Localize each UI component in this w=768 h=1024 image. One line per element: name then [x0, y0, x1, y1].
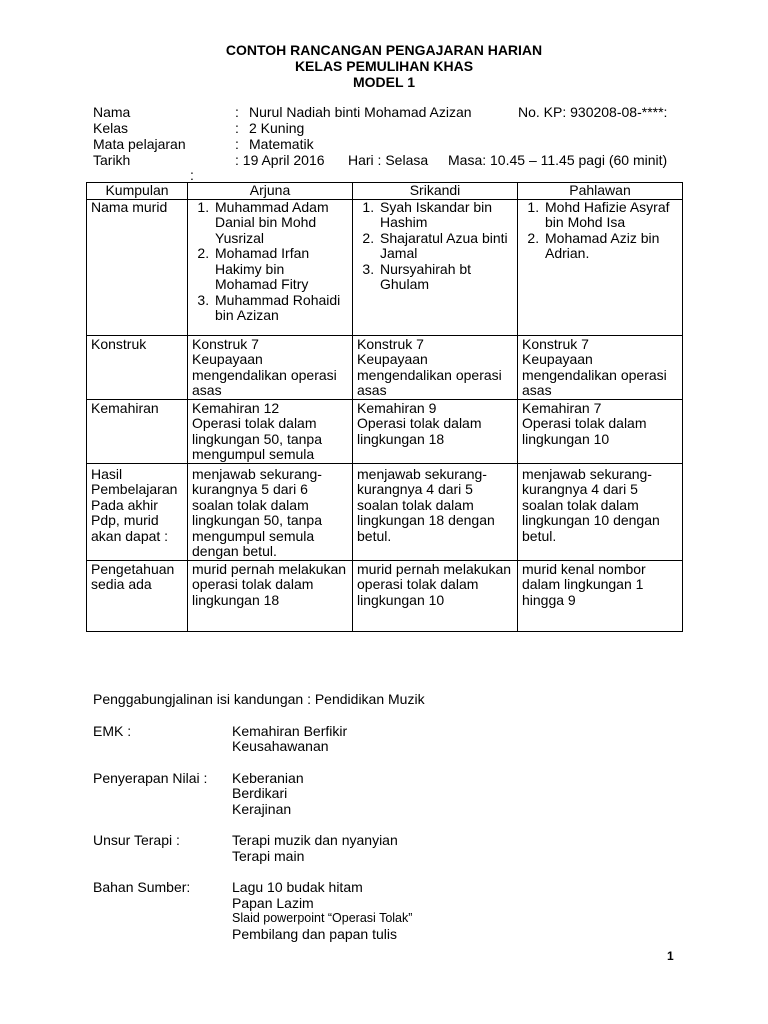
info-row-mata	[93, 136, 683, 152]
bahan-label: Bahan Sumber:	[93, 879, 191, 895]
nama-colon: :	[235, 104, 239, 120]
table-row-kemahiran	[87, 399, 683, 463]
cell-hasil-pahlawan: menjawab sekurang-kurangnya 4 dari 5 soalan tolak dalam lingkungan 10 dengan betul.	[518, 463, 683, 560]
mata-label: Mata pelajaran	[93, 136, 186, 152]
table-row-konstruk	[87, 335, 683, 399]
tarikh-value: : 19 April 2016	[235, 152, 325, 168]
row-label-konstruk: Konstruk	[87, 335, 188, 399]
title-line-2: KELAS PEMULIHAN KHAS	[294, 58, 474, 74]
list-item: Slaid powerpoint “Operasi Tolak”	[232, 911, 413, 925]
integration-line: Penggabungjalinan isi kandungan : Pendidikan Muzik	[93, 691, 425, 707]
header-pahlawan: Pahlawan	[518, 183, 683, 200]
kemahiran-desc: Operasi tolak dalam lingkungan 10	[522, 415, 647, 447]
row-label-sedia: Pengetahuan sedia ada	[87, 560, 188, 631]
bahan-section	[93, 880, 683, 942]
teacher-info	[93, 104, 683, 168]
cell-srikandi-names	[353, 199, 518, 335]
list-item: 2. Mohamad Aziz bin Adrian.	[543, 231, 678, 262]
kemahiran-desc: Operasi tolak dalam lingkungan 50, tanpa mengumpul semula	[192, 415, 322, 462]
header-srikandi: Srikandi	[353, 183, 518, 200]
mata-value: Matematik	[249, 136, 314, 152]
table-row-nama-murid	[87, 199, 683, 335]
terapi-section	[93, 833, 683, 864]
cell-sedia-srikandi: murid pernah melakukan operasi tolak dalam lingkungan 10	[353, 560, 518, 631]
info-row-nama	[93, 104, 683, 120]
list-item: Kerajinan	[232, 800, 292, 817]
cell-konstruk-pahlawan	[518, 335, 683, 399]
cell-hasil-srikandi: menjawab sekurang-kurangnya 4 dari 5 soalan tolak dalam lingkungan 18 dengan betul.	[353, 463, 518, 560]
list-item: Berdikari	[232, 785, 288, 801]
row-label-hasil: Hasil Pembelajaran Pada akhir Pdp, murid akan dapat :	[87, 463, 188, 560]
document-title	[0, 42, 768, 90]
list-item: Terapi main	[232, 847, 305, 864]
kemahiran-title: Kemahiran 12	[192, 399, 280, 416]
cell-kemahiran-srikandi	[353, 399, 518, 463]
list-item: 1. Mohd Hafizie Asyraf bin Mohd Isa	[543, 200, 678, 231]
kemahiran-title: Kemahiran 7	[522, 399, 602, 416]
list-item: Keberanian	[232, 769, 304, 786]
title-line-3: MODEL 1	[353, 74, 415, 90]
emk-section	[93, 724, 683, 755]
header-kumpulan: Kumpulan	[87, 183, 188, 200]
list-item: Papan Lazim	[232, 894, 314, 911]
cell-kemahiran-arjuna	[188, 399, 353, 463]
list-item: Pembilang dan papan tulis	[232, 925, 398, 942]
list-item: Terapi muzik dan nyanyian	[232, 832, 398, 848]
konstruk-title: Konstruk 7	[522, 335, 589, 352]
cell-arjuna-names	[188, 199, 353, 335]
row-label-kemahiran: Kemahiran	[87, 399, 188, 463]
list-item: 3. Muhammad Rohaidi bin Azizan	[213, 293, 348, 324]
konstruk-title: Konstruk 7	[357, 335, 424, 352]
list-item: 3. Nursyahirah bt Ghulam	[378, 262, 513, 293]
cell-konstruk-srikandi	[353, 335, 518, 399]
cell-sedia-arjuna: murid pernah melakukan operasi tolak dalam lingkungan 18	[188, 560, 353, 631]
kp-value: No. KP: 930208-08-****:	[518, 104, 668, 120]
kelas-value: 2 Kuning	[249, 120, 305, 136]
title-line-1: CONTOH RANCANGAN PENGAJARAN HARIAN	[225, 42, 543, 58]
kelas-colon: :	[235, 120, 239, 136]
list-item: Kemahiran Berfikir	[232, 722, 348, 739]
cell-kemahiran-pahlawan	[518, 399, 683, 463]
tarikh-label: Tarikh	[93, 152, 131, 168]
kelas-label: Kelas	[93, 120, 129, 136]
cell-sedia-pahlawan: murid kenal nombor dalam lingkungan 1 hingga 9	[518, 560, 683, 631]
list-item: Lagu 10 budak hitam	[232, 879, 363, 895]
cell-pahlawan-names	[518, 199, 683, 335]
cell-hasil-arjuna: menjawab sekurang-kurangnya 5 dari 6 soalan tolak dalam lingkungan 50, tanpa mengumpul semula dengan betul.	[188, 463, 353, 560]
mata-colon: :	[235, 136, 239, 152]
emk-label: EMK :	[93, 722, 132, 739]
konstruk-title: Konstruk 7	[192, 335, 259, 352]
terapi-label: Unsur Terapi :	[93, 832, 180, 848]
lesson-table	[86, 182, 683, 632]
stray-colon: :	[190, 167, 194, 183]
konstruk-desc: Keupayaan mengendalikan operasi asas	[357, 351, 502, 398]
hari-value: Hari : Selasa	[348, 152, 429, 168]
list-item: 1. Syah Iskandar bin Hashim	[378, 200, 513, 231]
table-header-row	[87, 183, 683, 200]
cell-konstruk-arjuna	[188, 335, 353, 399]
list-item: 2. Shajaratul Azua binti Jamal	[378, 231, 513, 262]
info-row-kelas	[93, 120, 683, 136]
kemahiran-desc: Operasi tolak dalam lingkungan 18	[357, 415, 482, 447]
masa-value: Masa: 10.45 – 11.45 pagi (60 minit)	[448, 152, 668, 168]
table-row-hasil-pembelajaran	[87, 463, 683, 560]
nama-label: Nama	[93, 104, 131, 120]
list-item: Keusahawanan	[232, 738, 329, 754]
konstruk-desc: Keupayaan mengendalikan operasi asas	[192, 351, 337, 398]
nilai-label: Penyerapan Nilai :	[93, 769, 208, 786]
nilai-section	[93, 771, 683, 818]
header-arjuna: Arjuna	[188, 183, 353, 200]
list-item: 1. Muhammad Adam Danial bin Mohd Yusrizal	[213, 200, 348, 247]
konstruk-desc: Keupayaan mengendalikan operasi asas	[522, 351, 667, 398]
page-number: 1	[667, 949, 674, 963]
kemahiran-title: Kemahiran 9	[357, 399, 437, 416]
row-label-nama: Nama murid	[87, 199, 188, 335]
lesson-details	[93, 692, 683, 958]
table-row-pengetahuan-sedia-ada	[87, 560, 683, 631]
nama-value: Nurul Nadiah binti Mohamad Azizan	[249, 104, 472, 120]
info-row-tarikh	[93, 152, 683, 168]
list-item: 2. Mohamad Irfan Hakimy bin Mohamad Fitry	[213, 246, 348, 293]
